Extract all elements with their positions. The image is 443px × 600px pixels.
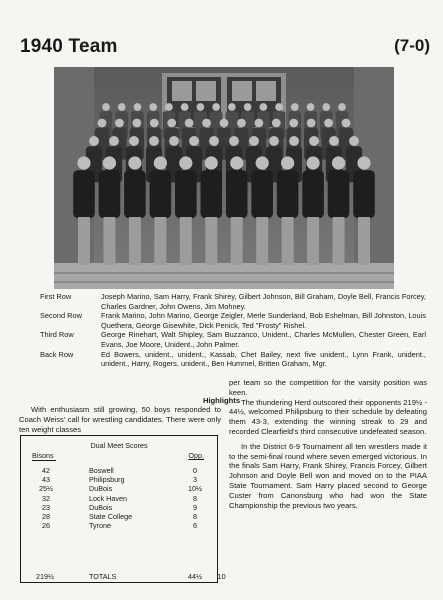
bisons-score: 32 — [42, 493, 50, 503]
meet-row — [21, 512, 217, 521]
opp-column-header: Opp. — [188, 451, 204, 460]
highlights-heading: Highlights — [202, 396, 241, 405]
totals-label: TOTALS — [89, 572, 117, 581]
team-member-legs — [180, 217, 192, 265]
opponent-score: 8 — [193, 511, 197, 521]
meet-row — [21, 484, 217, 493]
season-record: (7-0) — [394, 36, 430, 55]
highlights-paragraph: In the District 6-9 Tournament all ten wrestlers made it to the semi-final round where seven emerged victorious. In the finals Sam Harry, Frank Shirey, Francis Forcey, Gilbert Johnson and Doyle Bell won and moved on to the PIAA State Tournament. Sam Harry placed second to George Custer from Canonsburg who had won the State Championship the previous two years. — [229, 441, 427, 510]
roster-row — [40, 350, 435, 369]
meet-row — [21, 521, 217, 530]
opponent-score: 6 — [193, 521, 197, 531]
opponent-score: 9 — [193, 502, 197, 512]
roster-row — [40, 330, 435, 349]
team-member-legs — [333, 217, 345, 265]
bisons-score: 42 — [42, 466, 50, 475]
roster-row-names: Frank Marino, John Marino, George Zeigler, Merle Sunderland, Bob Eshelman, Bill Johnston, Louis Quethera, George Gisewhite, Dick Penick, Ted "Frosty" Rishel. — [101, 311, 426, 330]
opponent-name: Tyrone — [89, 521, 111, 531]
dual-meet-rows — [21, 466, 217, 530]
opponent-name: Lock Haven — [89, 493, 127, 503]
roster-row-label: Second Row — [40, 311, 82, 321]
header-underline — [32, 460, 56, 461]
dual-meet-title: Dual Meet Scores — [90, 441, 148, 450]
bisons-column-header: Bisons — [32, 451, 54, 460]
roster-list — [40, 292, 435, 369]
team-member-legs — [282, 217, 294, 265]
highlights-left-column — [19, 405, 221, 434]
highlights-intro: With enthusiasm still growing, 50 boys responded to Coach Weiss' call for wrestling candidates. There were only ten weight classes — [19, 405, 221, 434]
bisons-score: 26 — [42, 521, 50, 531]
roster-row-label: Back Row — [40, 349, 74, 359]
team-member-legs — [103, 217, 115, 265]
bisons-score: 25½ — [39, 484, 53, 494]
roster-row-label: Third Row — [40, 330, 74, 340]
roster-row-label: First Row — [40, 292, 72, 301]
opponent-name: Boswell — [89, 466, 114, 475]
roster-row — [40, 311, 435, 330]
team-member-legs — [231, 217, 243, 265]
team-member-legs — [358, 217, 370, 265]
dual-meet-scores-box — [20, 435, 218, 583]
opponent-name: State College — [89, 511, 133, 521]
bisons-total: 219½ — [36, 572, 54, 581]
highlights-right-column — [229, 378, 427, 510]
roster-row-names: Ed Bowers, unident., unident., Kassab, Chet Bailey, next five unident., Lynn Frank, unident., unident., Harry, Rogers, unident., Ben Hummel, Britten Graham, Mgr. — [101, 349, 426, 369]
highlights-continuation: per team so the competition for the varsity position was keen. — [229, 378, 427, 397]
team-member-legs — [78, 217, 90, 265]
bisons-score: 43 — [42, 475, 50, 485]
roster-row — [40, 292, 435, 311]
team-member-legs — [154, 217, 166, 265]
meet-row — [21, 494, 217, 503]
roster-row-names: George Rinehart, Walt Shipley, Sam Buzzanco, Unident., Charles McMullen, Chester Green, Earl Evans, Joe Moore, Unident., John Palmer. — [101, 330, 426, 349]
meet-row — [21, 466, 217, 475]
opponent-name: Philipsburg — [89, 475, 125, 485]
roster-row-names: Joseph Marino, Sam Harry, Frank Shirey, Gilbert Johnson, Bill Graham, Doyle Bell, Francis Forcey, Charles Gardner, John Owens, Jim Mohney. — [101, 292, 426, 311]
opponent-score: 8 — [193, 493, 197, 503]
team-member-legs — [129, 217, 141, 265]
bisons-score: 23 — [42, 502, 50, 512]
opponent-name: DuBois — [89, 484, 113, 494]
bisons-score: 28 — [42, 511, 50, 521]
highlights-paragraph: The thundering Herd outscored their opponents 219½ - 44½, welcomed Philipsburg to their schedule by defeating them 43-3, extending the winning streak to 29 and recorded Clearfield's third consecutive undefeated season. — [229, 397, 427, 436]
page-header — [20, 36, 430, 60]
opponent-score: 3 — [193, 475, 197, 485]
page-title: 1940 Team — [20, 36, 118, 57]
team-member-legs — [307, 217, 319, 265]
opponent-name: DuBois — [89, 502, 113, 512]
team-photo-image — [54, 67, 394, 289]
opponent-score: 10½ — [188, 484, 202, 494]
meet-row — [21, 475, 217, 484]
team-photo — [54, 67, 394, 289]
page-number: 10 — [217, 572, 226, 581]
team-member-legs — [256, 217, 268, 265]
opponent-score: 0 — [193, 466, 197, 475]
meet-row — [21, 503, 217, 512]
team-member-legs — [205, 217, 217, 265]
opponent-total: 44½ — [188, 572, 202, 581]
